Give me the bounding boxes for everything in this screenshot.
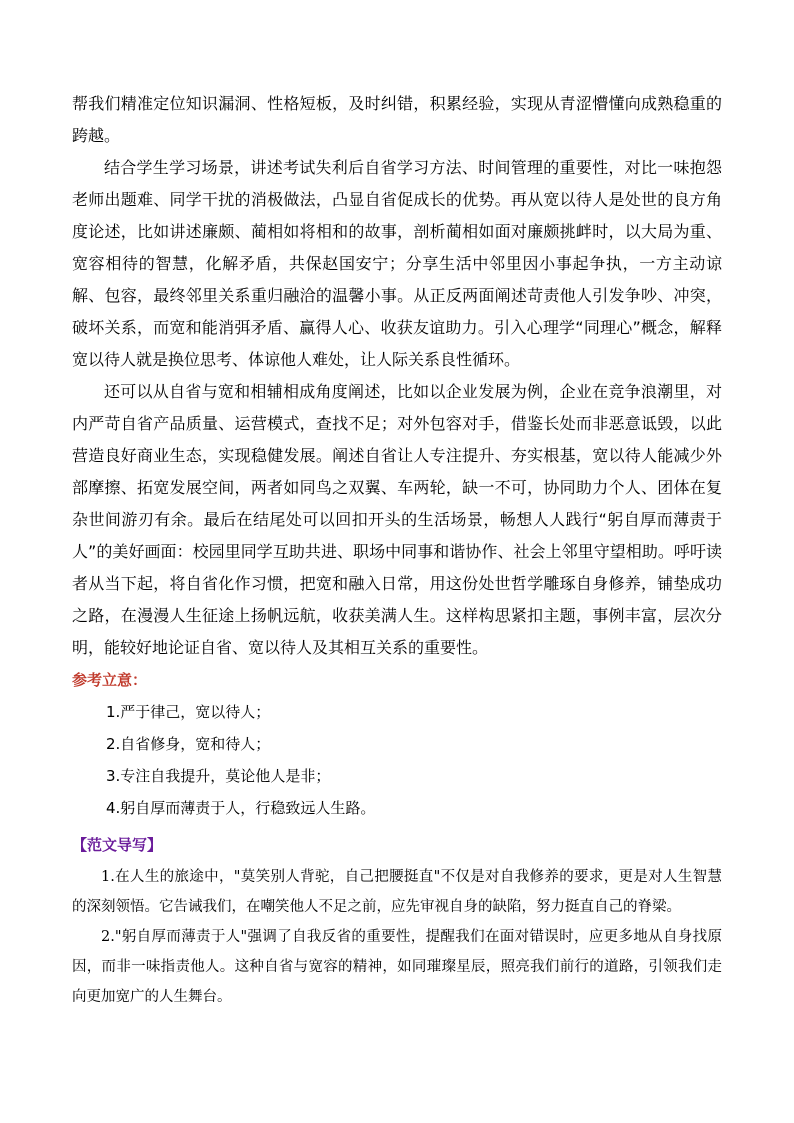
paragraph-complement: 还可以从自省与宽和相辅相成角度阐述，比如以企业发展为例，企业在竞争浪潮里，对内严苛自省产品质量、运营模式，查找不足；对外包容对手，借鉴长处而非恶意诋毁，以此营造良好商业生态，实现稳健发展。阐述自省让人专注提升、夯实根基，宽以待人能减少外部摩擦、拓宽发展空间，两者如同鸟之双翼、车两轮，缺一不可，协同助力个人、团体在复杂世间游刃有余。最后在结尾处可以回扣开头的生活场景，畅想人人践行“躬自厚而薄责于人”的美好画面：校园里同学互助共进、职场中同事和谐协作、社会上邻里守望相助。呼吁读者从当下起，将自省化作习惯，把宽和融入日常，用这份处世哲学雕琢自身修养，铺垫成功之路，在漫漫人生征途上扬帆远航，收获美满人生。这样构思紧扣主题，事例丰富，层次分明，能较好地论证自省、宽以待人及其相互关系的重要性。 — [72, 382, 722, 657]
document-page — [72, 88, 722, 1012]
reference-point: 3.专注自我提升，莫论他人是非； — [106, 767, 331, 785]
reference-heading: 参考立意： — [72, 671, 148, 689]
sample-writing-item: 1.在人生的旅途中，"莫笑别人背驼，自己把腰挺直"不仅是对自我修养的要求，更是对人生智慧的深刻领悟。它告诫我们，在嘲笑他人不足之前，应先审视自身的缺陷，努力挺直自己的脊梁。 — [72, 869, 722, 915]
paragraph-examples: 结合学生学习场景，讲述考试失利后自省学习方法、时间管理的重要性，对比一味抱怨老师出题难、同学干扰的消极做法，凸显自省促成长的优势。再从宽以待人是处世的良方角度论述，比如讲述廉颇、蔺相如将相和的故事，剖析蔺相如面对廉颇挑衅时，以大局为重、宽容相待的智慧，化解矛盾，共保赵国安宁；分享生活中邻里因小事起争执，一方主动谅解、包容，最终邻里关系重归融洽的温馨小事。从正反两面阐述苛责他人引发争吵、冲突，破坏关系，而宽和能消弭矛盾、赢得人心、收获友谊助力。引入心理学“同理心”概念，解释宽以待人就是换位思考、体谅他人难处，让人际关系良性循环。 — [72, 158, 722, 369]
reference-point: 2.自省修身，宽和待人； — [106, 735, 271, 753]
sample-writing-item: 2."躬自厚而薄责于人"强调了自我反省的重要性，提醒我们在面对错误时，应更多地从自身找原因，而非一味指责他人。这种自省与宽容的精神，如同璀璨星辰，照亮我们前行的道路，引领我们走向更加宽广的人生舞台。 — [72, 929, 722, 1005]
paragraph-continuation: 帮我们精准定位知识漏洞、性格短板，及时纠错，积累经验，实现从青涩懵懂向成熟稳重的跨越。 — [72, 94, 722, 145]
reference-point: 4.躬自厚而薄责于人，行稳致远人生路。 — [106, 799, 376, 817]
sample-writing-heading: 【范文导写】 — [72, 836, 163, 854]
reference-point: 1.严于律己，宽以待人； — [106, 703, 271, 721]
